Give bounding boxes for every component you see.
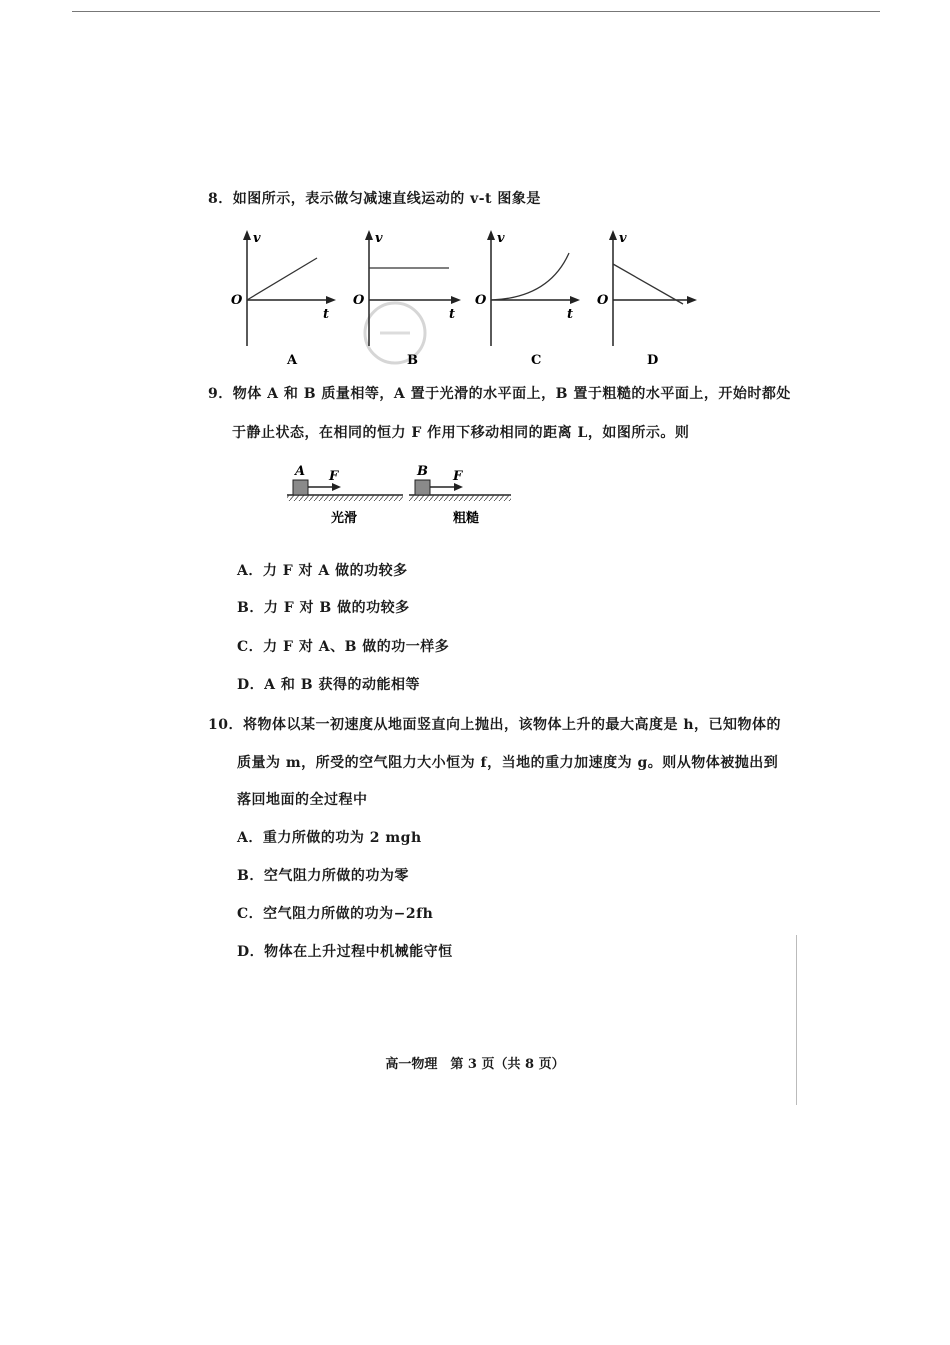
q9-option-c: C．力 F 对 A、B 做的功一样多 [237, 639, 450, 655]
graph-c-label: C [531, 353, 542, 368]
q9-stem-line1: 9．物体 A 和 B 质量相等，A 置于光滑的水平面上，B 置于粗糙的水平面上，开始时都处 [208, 386, 791, 402]
q9-stem-line2: 于静止状态，在相同的恒力 F 作用下移动相同的距离 L，如图所示。则 [232, 425, 690, 441]
graph-c [475, 230, 580, 368]
q10-option-d: D．物体在上升过程中机械能守恒 [237, 944, 453, 960]
rough-label: 粗糙 [453, 511, 480, 526]
graph-c-t: t [567, 307, 574, 322]
q8-graphs [225, 228, 725, 373]
graph-b-v: v [375, 231, 383, 246]
block-b [415, 480, 430, 495]
graph-a-v: v [253, 231, 261, 246]
q9-option-d: D．A 和 B 获得的动能相等 [237, 677, 420, 693]
graph-b-t: t [449, 307, 456, 322]
smooth-label: 光滑 [331, 511, 358, 526]
block-b-label: B [417, 464, 428, 479]
graph-a [231, 230, 336, 368]
graph-d-v: v [619, 231, 627, 246]
q10-option-a: A．重力所做的功为 2 mgh [237, 830, 422, 846]
graph-d [597, 230, 697, 368]
scan-edge-line [796, 935, 797, 1105]
q8-stem: 8．如图所示，表示做匀减速直线运动的 v-t 图象是 [208, 191, 541, 207]
graph-c-o: O [475, 293, 487, 308]
force-a-label: F [329, 469, 339, 484]
graph-b [353, 230, 461, 368]
q9-figure [285, 458, 515, 528]
page-footer: 高一物理 第 3 页（共 8 页） [385, 1057, 565, 1072]
q9-option-a: A．力 F 对 A 做的功较多 [237, 563, 408, 579]
graph-a-t: t [323, 307, 330, 322]
block-a [293, 480, 308, 495]
graph-d-o: O [597, 293, 609, 308]
q10-stem-line2: 质量为 m，所受的空气阻力大小恒为 f，当地的重力加速度为 g。则从物体被抛出到 [237, 755, 779, 771]
graph-b-label: B [407, 353, 418, 368]
q10-option-b: B．空气阻力所做的功为零 [237, 868, 409, 884]
q10-stem-line3: 落回地面的全过程中 [237, 792, 368, 808]
graph-b-o: O [353, 293, 365, 308]
q9-option-b: B．力 F 对 B 做的功较多 [237, 600, 410, 616]
q10-stem-line1: 10．将物体以某一初速度从地面竖直向上抛出，该物体上升的最大高度是 h，已知物体的 [208, 717, 782, 733]
graph-a-o: O [231, 293, 243, 308]
force-b-label: F [453, 469, 463, 484]
q10-option-c: C．空气阻力所做的功为−2fh [237, 906, 434, 922]
graph-c-v: v [497, 231, 505, 246]
graph-a-label: A [287, 353, 298, 368]
top-rule [72, 11, 880, 12]
block-a-label: A [295, 464, 306, 479]
graph-d-label: D [647, 353, 659, 368]
